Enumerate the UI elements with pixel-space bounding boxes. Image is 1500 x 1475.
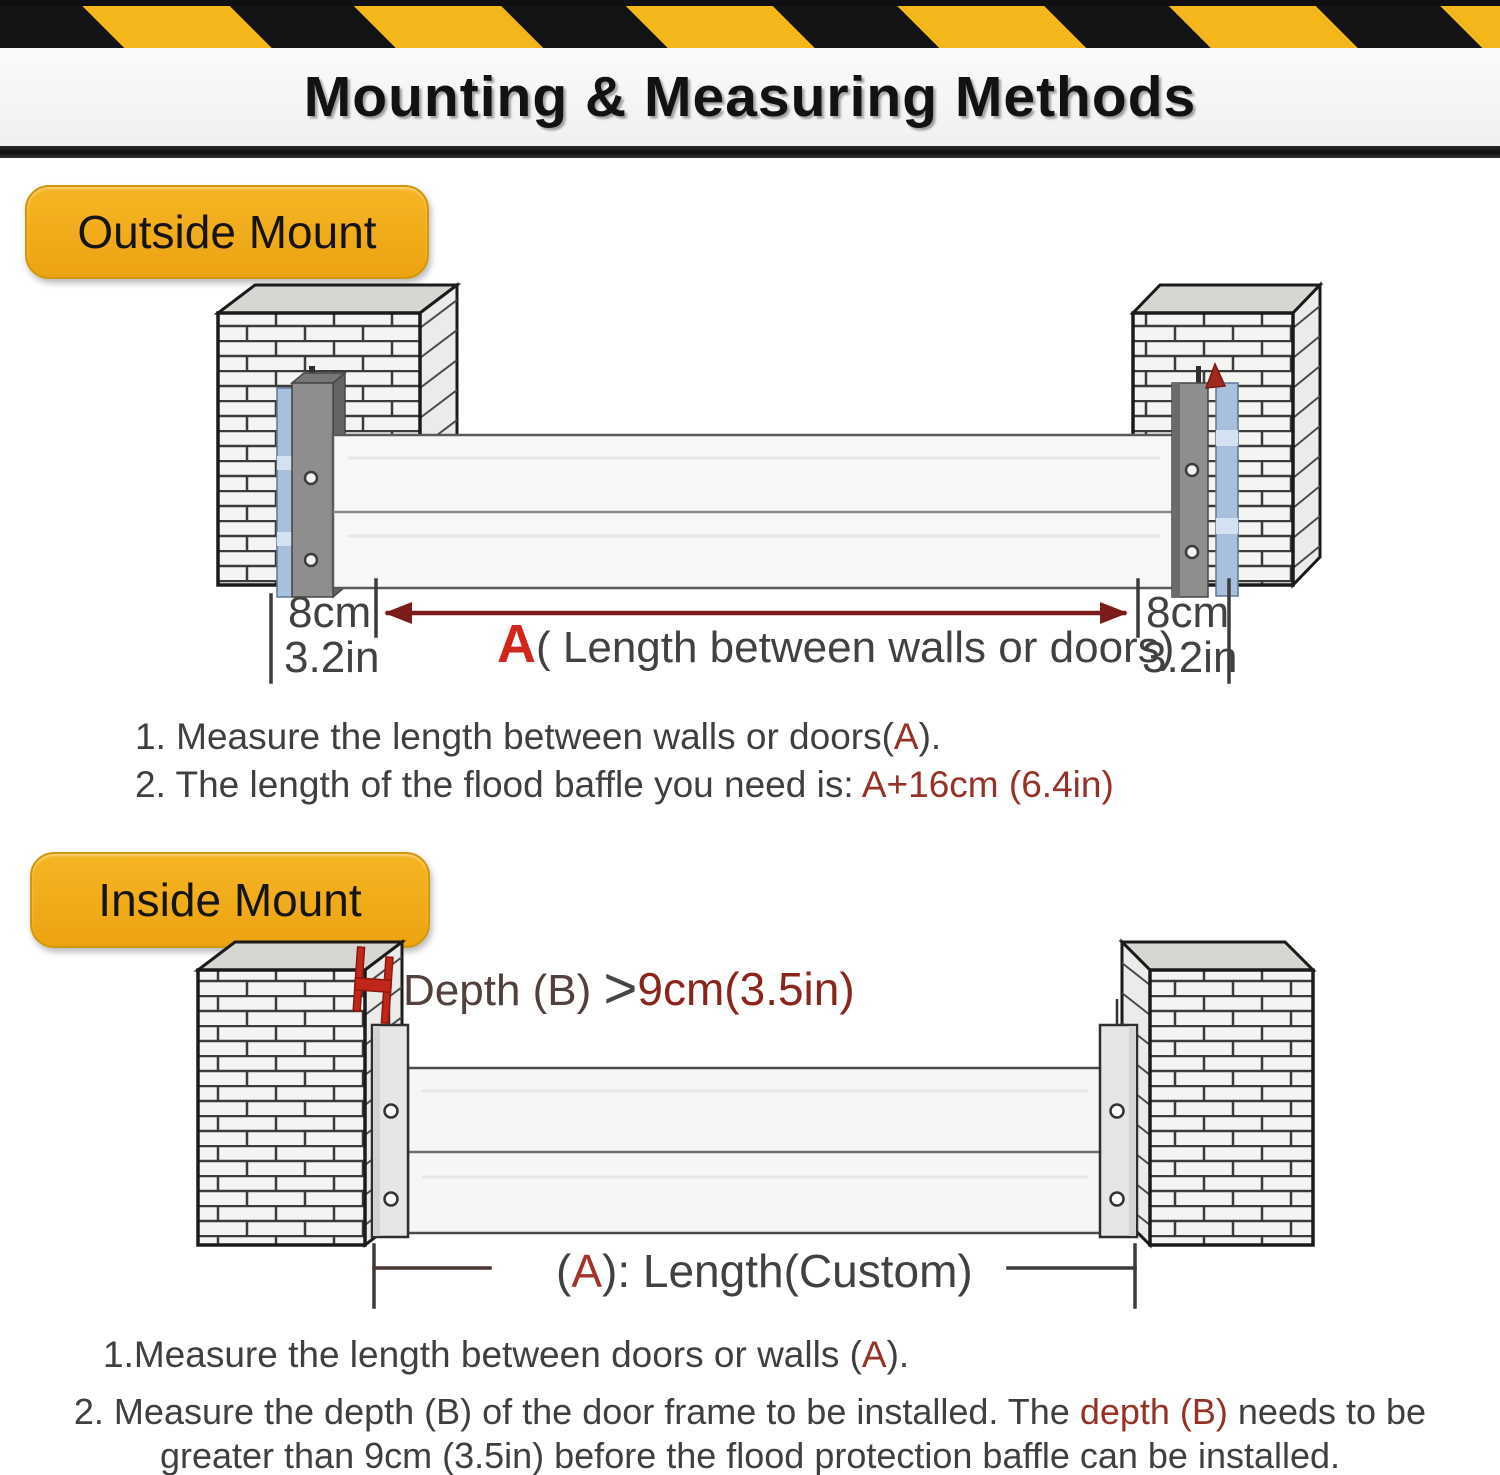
seal-strip (277, 388, 292, 597)
outside-mount-diagram (0, 280, 1500, 710)
flood-barrier-panel (333, 435, 1175, 588)
screw-hole (1186, 546, 1198, 558)
arrowhead-left (384, 602, 412, 624)
outside-mount-label-text: Outside Mount (77, 206, 377, 258)
page-title: Mounting & Measuring Methods (303, 65, 1197, 129)
right-offset-in: 3.2in (1142, 633, 1238, 682)
screw-hole (1111, 1193, 1124, 1206)
flood-barrier-panel (408, 1068, 1102, 1233)
left-offset-cm: 8cm (288, 588, 372, 637)
screw-hole (305, 554, 317, 566)
inside-mount-diagram (0, 935, 1500, 1310)
inside-left-channel (372, 999, 408, 1237)
screw-hole (1111, 1105, 1124, 1118)
arrowhead-right (1100, 602, 1128, 624)
seal-strip (1216, 383, 1238, 596)
header (0, 48, 1500, 146)
header-divider (0, 146, 1500, 158)
caution-stripe (0, 6, 1500, 48)
length-annotation: (A): Length(Custom) (556, 1245, 973, 1297)
left-offset-in: 3.2in (284, 633, 380, 682)
outside-measurements (271, 580, 1237, 682)
inside-measurements (374, 1245, 1135, 1307)
inside-right-pillar (1122, 942, 1313, 1245)
inside-step-1: 1.Measure the length between doors or walls (A). (103, 1334, 910, 1375)
outside-mount-label (25, 185, 429, 279)
span-annotation: A( Length between walls or doors) (497, 614, 1175, 674)
inside-mount-label-text: Inside Mount (98, 874, 362, 926)
screw-hole (385, 1105, 398, 1118)
screw-hole (1186, 464, 1198, 476)
outside-step-2: 2. The length of the flood baffle you need is: A+16cm (6.4in) (135, 764, 1114, 805)
outside-right-channel (1172, 364, 1238, 597)
inside-right-channel (1100, 999, 1137, 1237)
right-offset-cm: 8cm (1146, 588, 1230, 637)
screw-hole (305, 472, 317, 484)
screw-hole (385, 1193, 398, 1206)
inside-mount-label (30, 852, 430, 948)
outside-step-1: 1. Measure the length between walls or doors(A). (135, 716, 942, 757)
inside-step-2: 2. Measure the depth (B) of the door frame to be installed. The depth (B) needs to be greater than 9cm (3.5in) before the flood protection baffle can be installed. (73, 1391, 1427, 1475)
depth-annotation: Depth (B) >9cm(3.5in) (403, 956, 855, 1021)
